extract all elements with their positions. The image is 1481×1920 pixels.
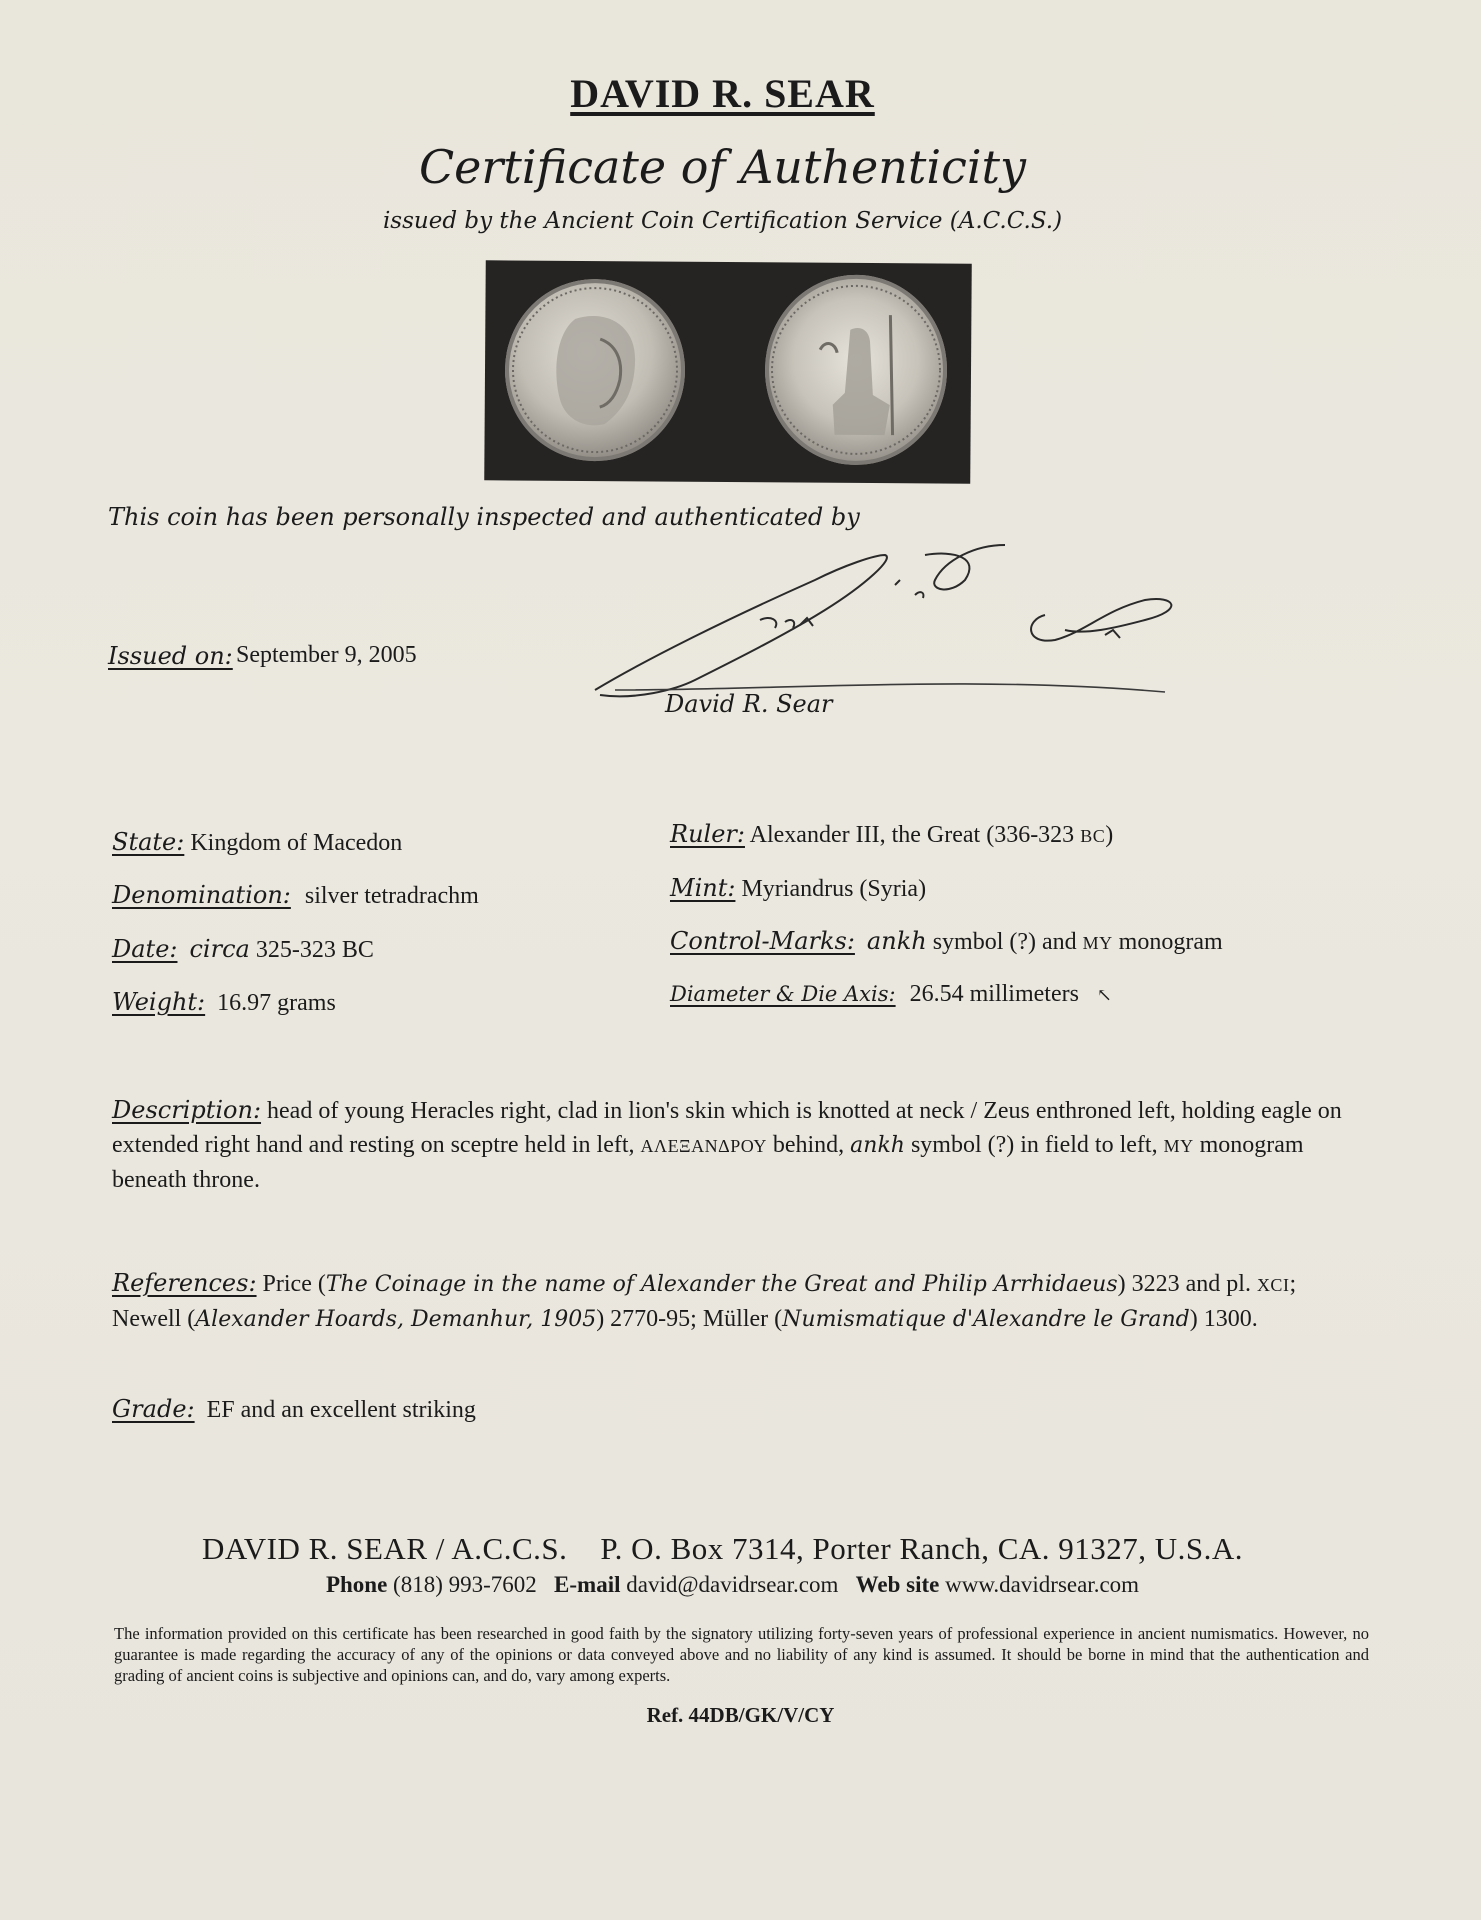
ruler-label: Ruler: bbox=[670, 820, 745, 848]
weight-value: 16.97 grams bbox=[217, 990, 336, 1016]
references-p4: ) 2770-95; Müller ( bbox=[596, 1306, 783, 1332]
field-diameter bbox=[670, 981, 1112, 1008]
state-label: State: bbox=[112, 828, 185, 856]
email-value: david@davidrsear.com bbox=[626, 1572, 839, 1597]
description-ankh: ankh bbox=[850, 1133, 905, 1158]
date-circa: circa bbox=[189, 935, 250, 963]
references bbox=[112, 1266, 1362, 1337]
references-label: References: bbox=[112, 1269, 257, 1297]
description-text-2: behind, bbox=[772, 1132, 845, 1158]
disclaimer: The information provided on this certificate has been researched in good faith by the signatory utilizing forty-seven years of professional experience in ancient numismatics. However, no guarantee is made regarding the accuracy of any of the opinions or data conveyed above and no liability of any kind is assumed. It should be borne in mind that the authentication and grading of ancient coins is subjective and opinions can, and do, vary among experts. bbox=[114, 1624, 1369, 1685]
control-marks-label: Control-Marks: bbox=[670, 927, 855, 955]
field-date bbox=[112, 935, 374, 964]
grade-label: Grade: bbox=[112, 1395, 195, 1423]
references-newell-title: Alexander Hoards, Demanhur, 1905 bbox=[195, 1307, 597, 1332]
references-p3: ; Newell ( bbox=[112, 1271, 1297, 1332]
grade-value: EF and an excellent striking bbox=[206, 1397, 476, 1423]
certificate-title: Certificate of Authenticity bbox=[418, 140, 1027, 194]
control-marks-value: symbol (?) and bbox=[932, 929, 1077, 955]
description-label: Description: bbox=[112, 1096, 262, 1124]
ruler-end: ) bbox=[1105, 822, 1114, 848]
ruler-value: Alexander III, the Great (336-323 bbox=[749, 822, 1075, 848]
field-ruler bbox=[670, 820, 1113, 849]
description-greek-legend: ΑΛΕΞΑΝΔΡΟΥ bbox=[640, 1136, 767, 1156]
grade bbox=[112, 1395, 476, 1424]
field-weight bbox=[112, 988, 336, 1017]
signature-image bbox=[585, 540, 1200, 715]
field-control-marks bbox=[670, 927, 1223, 956]
denomination-label: Denomination: bbox=[112, 881, 291, 909]
description-text-3: symbol (?) in field to left, bbox=[910, 1132, 1158, 1158]
control-marks-ankh: ankh bbox=[866, 927, 927, 955]
weight-label: Weight: bbox=[112, 988, 206, 1016]
reference-code: Ref. 44DB/GK/V/CY bbox=[646, 1703, 835, 1727]
description bbox=[112, 1093, 1362, 1197]
signer-name: David R. Sear bbox=[665, 690, 833, 718]
phone-value: (818) 993-7602 bbox=[393, 1572, 537, 1597]
references-price-title: The Coinage in the name of Alexander the Great and Philip Arrhidaeus bbox=[325, 1272, 1118, 1297]
description-monogram: MY bbox=[1163, 1136, 1194, 1156]
references-plate: XCI bbox=[1256, 1275, 1290, 1295]
references-p1: Price ( bbox=[262, 1271, 326, 1297]
issued-on-label: Issued on: bbox=[108, 642, 233, 670]
date-label: Date: bbox=[112, 935, 178, 963]
issuer-name: DAVID R. SEAR bbox=[570, 71, 875, 116]
description-text-1: head of young Heracles right, clad in lion's skin which is knotted at neck / Zeus enthroned left, holding eagle on extended right hand and resting on sceptre held in left, bbox=[112, 1098, 1342, 1158]
state-value: Kingdom of Macedon bbox=[190, 830, 403, 856]
website-value: www.davidrsear.com bbox=[945, 1572, 1140, 1597]
references-p2: ) 3223 and pl. bbox=[1117, 1271, 1251, 1297]
phone-label: Phone bbox=[325, 1572, 388, 1597]
email-label: E-mail bbox=[554, 1572, 621, 1597]
issuing-service: issued by the Ancient Coin Certification Service (A.C.C.S.) bbox=[382, 208, 1063, 234]
date-value: 325-323 BC bbox=[255, 937, 374, 963]
mint-value: Myriandrus (Syria) bbox=[741, 876, 927, 902]
issued-on-date: September 9, 2005 bbox=[236, 642, 417, 668]
website-label: Web site bbox=[855, 1572, 940, 1597]
coin-reverse-image bbox=[764, 274, 947, 465]
diameter-label: Diameter & Die Axis: bbox=[670, 982, 896, 1006]
references-p5: ) 1300. bbox=[1189, 1306, 1258, 1332]
description-text-4: monogram beneath throne. bbox=[112, 1132, 1304, 1193]
inspection-statement: This coin has been personally inspected and authenticated by bbox=[108, 503, 860, 531]
denomination-value: silver tetradrachm bbox=[304, 883, 479, 909]
control-marks-monogram: MY bbox=[1082, 933, 1113, 953]
coin-photo bbox=[484, 260, 972, 483]
field-state bbox=[112, 828, 402, 857]
coin-obverse-image bbox=[504, 278, 685, 461]
mint-label: Mint: bbox=[670, 874, 736, 902]
control-marks-end: monogram bbox=[1118, 929, 1223, 955]
die-axis-arrow-icon: ↖ bbox=[1096, 985, 1113, 1005]
diameter-value: 26.54 millimeters bbox=[909, 981, 1079, 1007]
footer-address: DAVID R. SEAR / A.C.C.S. P. O. Box 7314, Porter Ranch, CA. 91327, U.S.A. bbox=[201, 1531, 1244, 1566]
ruler-era: BC bbox=[1080, 826, 1106, 846]
field-denomination bbox=[112, 881, 479, 910]
footer-contact bbox=[0, 1572, 1465, 1598]
field-mint bbox=[670, 874, 926, 903]
references-muller-title: Numismatique d'Alexandre le Grand bbox=[782, 1307, 1190, 1332]
